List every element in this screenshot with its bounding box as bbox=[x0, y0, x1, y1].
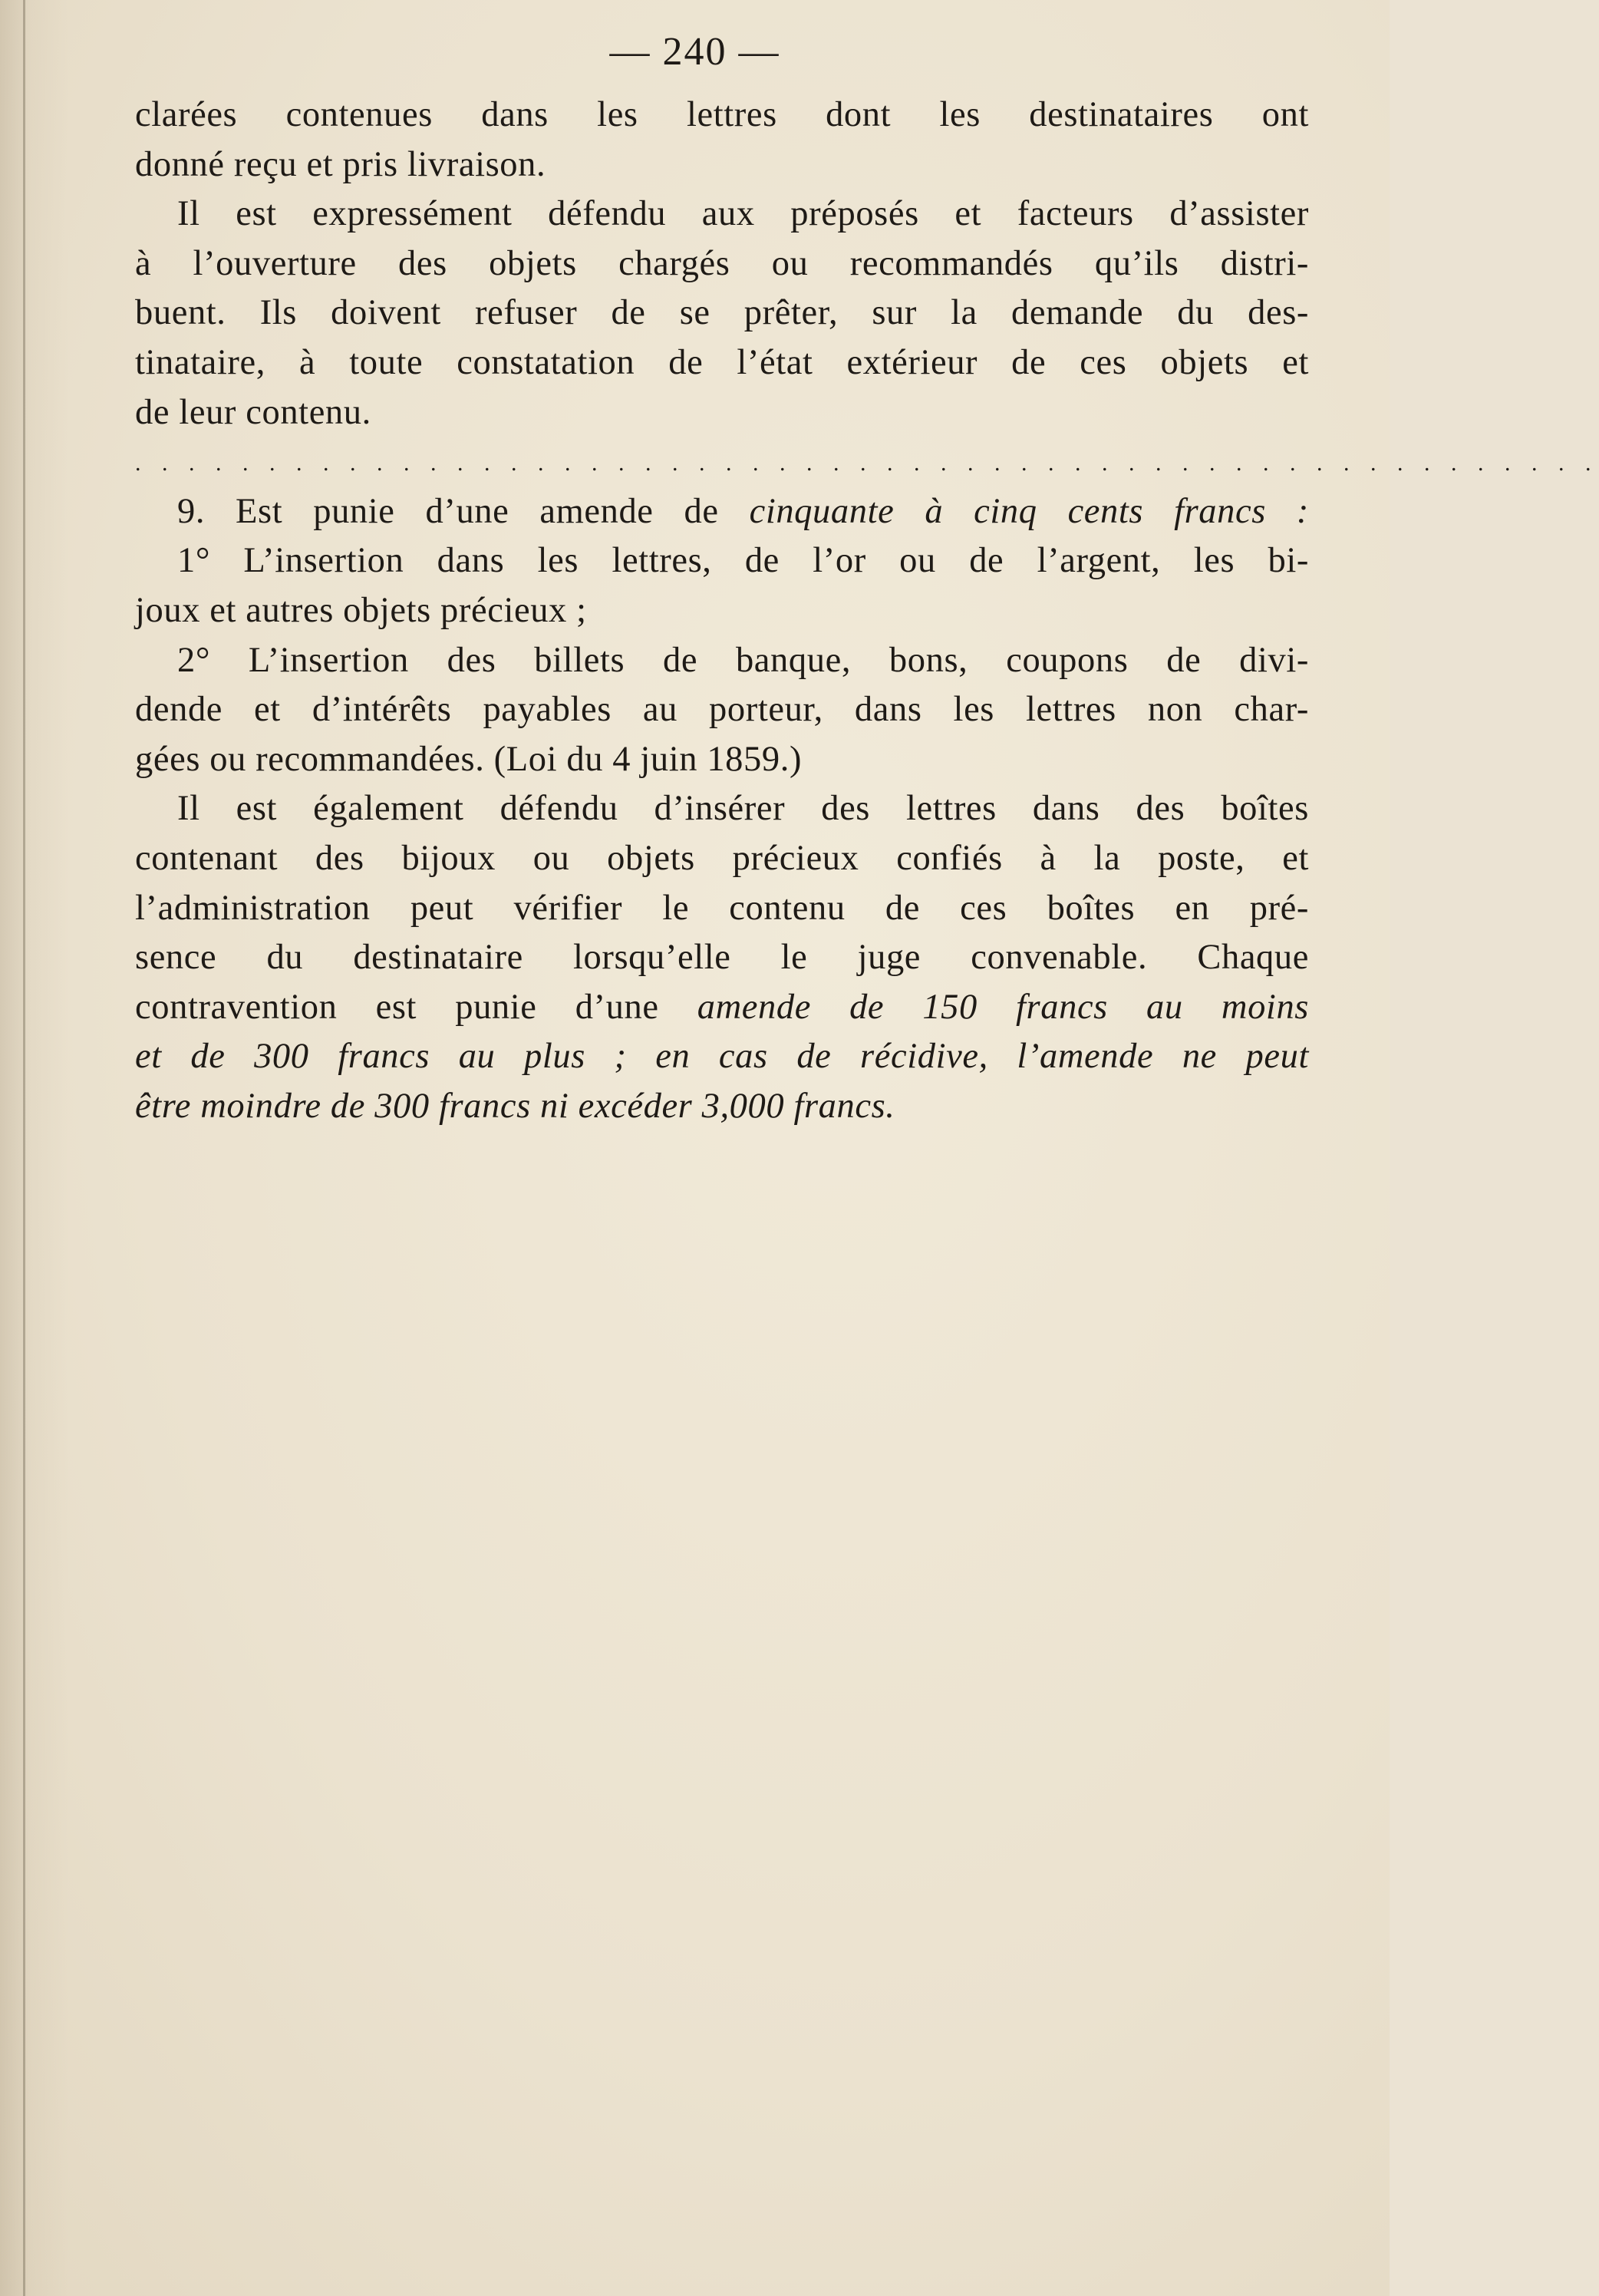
text-segment: gées ou recommandées. (Loi du 4 juin 1859.) bbox=[135, 739, 803, 779]
text-segment: Il est expressément défendu aux préposés et facteurs d’assister bbox=[177, 194, 1309, 234]
text-line bbox=[135, 834, 1309, 884]
text-line bbox=[135, 586, 1309, 636]
text-line bbox=[135, 636, 1309, 686]
text-line bbox=[135, 289, 1309, 338]
ellipsis-separator: . . . . . . . . . . . . . . . . . . . . . . . . . . . . . . . . . . . . . . . . . . . . . . . . . . . . . . . bbox=[135, 450, 1599, 477]
body-text bbox=[135, 91, 1599, 1131]
page-number: — 240 — bbox=[609, 30, 780, 74]
text-segment: joux et autres objets précieux ; bbox=[135, 590, 587, 630]
text-line bbox=[135, 983, 1309, 1033]
text-segment: sence du destinataire lorsqu’elle le juge convenable. Chaque bbox=[135, 938, 1309, 978]
text-segment: donné reçu et pris livraison. bbox=[135, 144, 546, 184]
text-line bbox=[135, 239, 1309, 289]
text-segment: Il est également défendu d’insérer des lettres dans des boîtes bbox=[177, 789, 1309, 829]
text-line bbox=[135, 884, 1309, 934]
italic-text: cinquante à cinq cents francs : bbox=[749, 491, 1309, 531]
text-segment: buent. Ils doivent refuser de se prêter, sur la demande du des- bbox=[135, 293, 1309, 333]
text-line bbox=[135, 685, 1309, 735]
text-line bbox=[135, 190, 1309, 239]
text-line bbox=[135, 536, 1309, 586]
italic-text: être moindre de 300 francs ni excéder 3,000 francs. bbox=[135, 1086, 895, 1126]
text-line bbox=[135, 1032, 1309, 1082]
italic-text: et de 300 francs au plus ; en cas de récidive, l’amende ne peut bbox=[135, 1037, 1309, 1077]
text-segment: contenant des bijoux ou objets précieux confiés à la poste, et bbox=[135, 838, 1309, 878]
text-segment: contravention est punie d’une bbox=[135, 987, 697, 1027]
text-line bbox=[135, 735, 1309, 785]
text-segment: dende et d’intérêts payables au porteur, dans les lettres non char- bbox=[135, 690, 1309, 730]
text-line bbox=[135, 91, 1309, 140]
italic-text: amende de 150 francs au moins bbox=[697, 987, 1309, 1027]
text-line bbox=[135, 487, 1309, 537]
text-line bbox=[135, 338, 1309, 388]
binding-edge bbox=[23, 0, 25, 2296]
text-line bbox=[135, 784, 1309, 834]
text-segment: clarées contenues dans les lettres dont les destinataires ont bbox=[135, 95, 1309, 134]
text-line bbox=[135, 933, 1309, 983]
text-segment: 1° L’insertion dans les lettres, de l’or ou de l’argent, les bi- bbox=[177, 541, 1309, 581]
text-line bbox=[135, 1082, 1309, 1132]
text-segment: à l’ouverture des objets chargés ou recommandés qu’ils distri- bbox=[135, 243, 1309, 283]
text-segment: tinataire, à toute constatation de l’état extérieur de ces objets et bbox=[135, 342, 1309, 382]
text-segment: 2° L’insertion des billets de banque, bons, coupons de divi- bbox=[177, 640, 1309, 680]
text-line bbox=[135, 140, 1309, 190]
text-segment: l’administration peut vérifier le contenu de ces boîtes en pré- bbox=[135, 888, 1309, 928]
text-segment: de leur contenu. bbox=[135, 392, 371, 432]
text-segment: 9. Est punie d’une amende de bbox=[177, 491, 750, 531]
text-line bbox=[135, 388, 1309, 438]
